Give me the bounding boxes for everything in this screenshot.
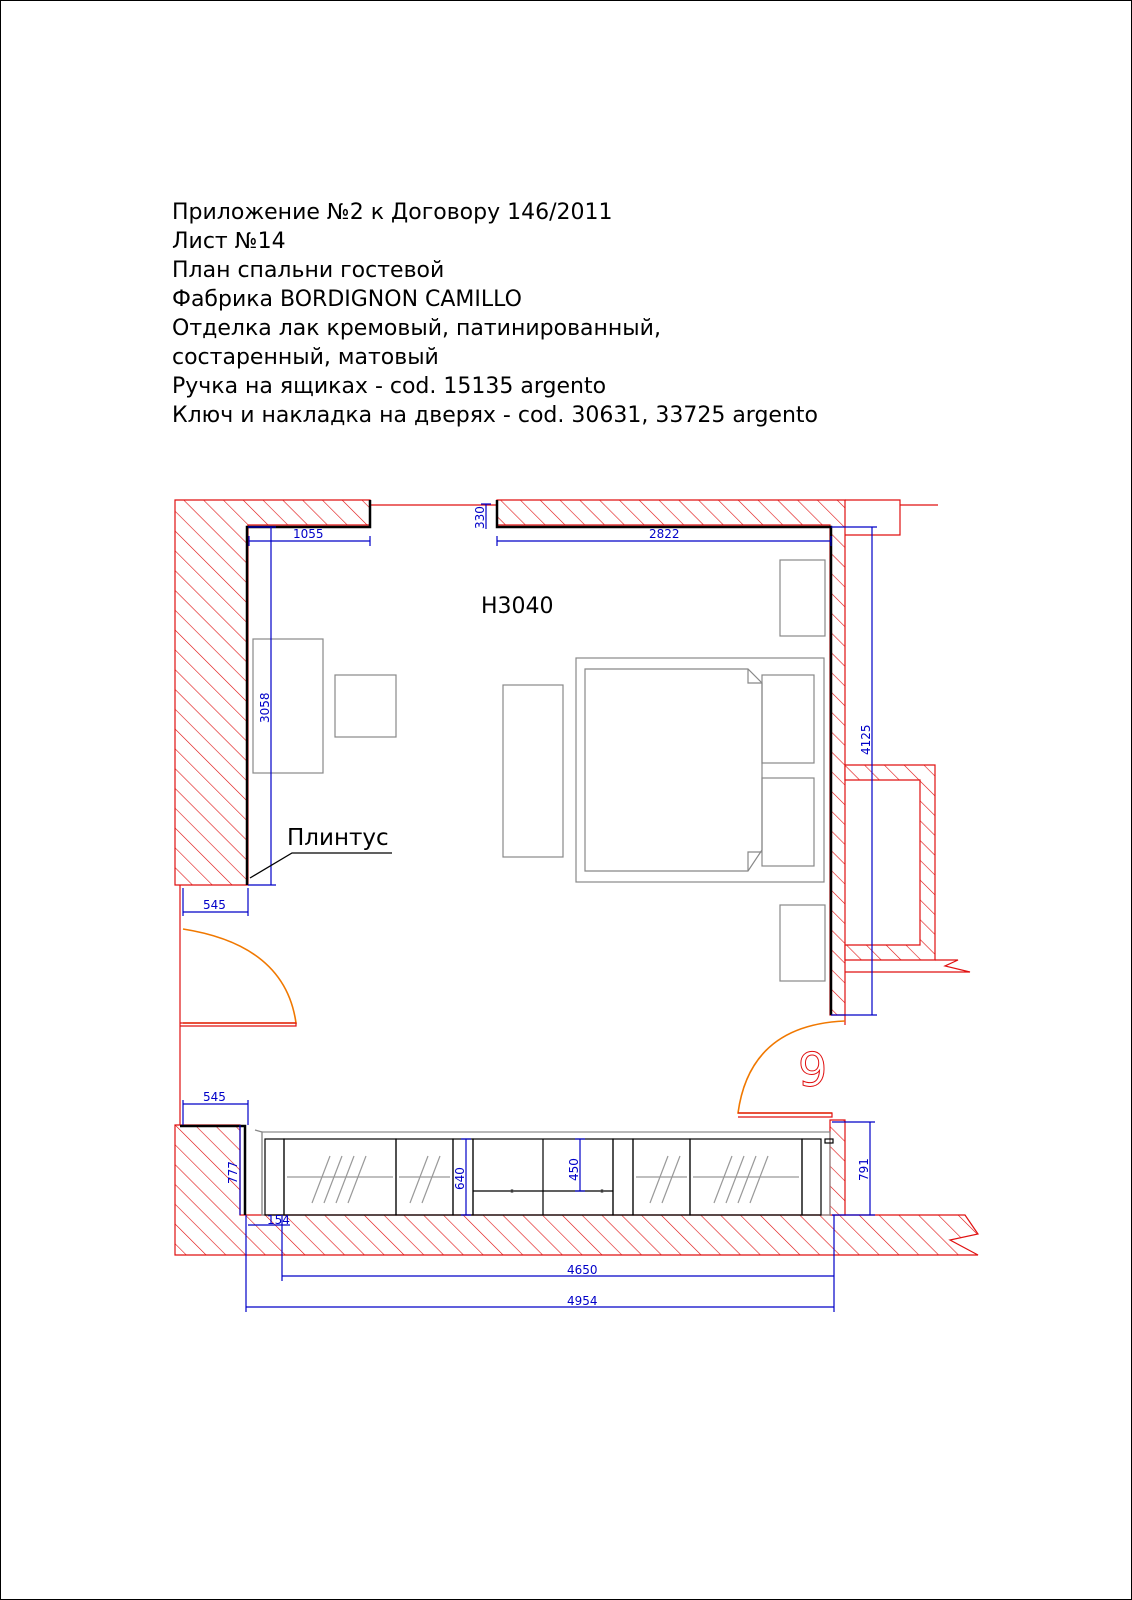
chair [335, 675, 396, 737]
note-line-3: План спальни гостевой [172, 258, 445, 283]
note-line-4: Фабрика BORDIGNON CAMILLO [172, 287, 522, 312]
note-line-7: Ручка на ящиках - cod. 15135 argento [172, 374, 607, 399]
dim-top-left: 1055 [293, 527, 324, 541]
wardrobe [255, 1130, 833, 1215]
dim-right-bottom: 791 [857, 1158, 871, 1181]
dim-wardrobe-depth: 640 [453, 1167, 467, 1190]
dim-total-length: 4954 [567, 1294, 598, 1308]
door-left [183, 929, 296, 1023]
note-line-6: состаренный, матовый [172, 345, 439, 370]
note-line-8: Ключ и накладка на дверях - cod. 30631, 33725 argento [172, 403, 818, 428]
pillow-top [762, 675, 814, 763]
ceiling-height-label: H3040 [481, 594, 554, 619]
note-line-2: Лист №14 [172, 229, 286, 254]
dim-right-wall: 4125 [859, 724, 873, 755]
baseboard-label: Плинтус [287, 825, 389, 851]
note-line-1: Приложение №2 к Договору 146/2011 [172, 200, 613, 225]
door-right [738, 1021, 845, 1113]
dim-gap: 154 [267, 1213, 290, 1227]
dim-wardrobe-inner: 450 [567, 1158, 581, 1181]
nightstand-bottom [780, 905, 825, 981]
dim-wardrobe-side: 777 [226, 1161, 240, 1184]
dim-left-offset-bottom: 545 [203, 1090, 226, 1104]
dim-wardrobe-length: 4650 [567, 1263, 598, 1277]
door-frames [180, 1023, 832, 1117]
doors [183, 929, 845, 1113]
dim-top-right: 2822 [649, 527, 680, 541]
dim-left-offset-top: 545 [203, 898, 226, 912]
wall-right-block [845, 765, 935, 960]
door-number: 9 [798, 1043, 828, 1097]
wall-top-right [497, 500, 845, 1015]
bench [503, 685, 563, 857]
dim-left-wall: 3058 [258, 692, 272, 723]
wall-outlines [180, 500, 970, 1125]
furniture [253, 560, 825, 981]
note-line-5: Отделка лак кремовый, патинированный, [172, 316, 661, 341]
pillow-bottom [762, 778, 814, 866]
wall-bottom-right [830, 1120, 845, 1215]
wall-bottom [175, 1125, 978, 1255]
dim-niche: 330 [473, 506, 487, 529]
nightstand-top [780, 560, 825, 636]
bed-mattress [585, 669, 762, 871]
bed-frame [576, 658, 824, 882]
